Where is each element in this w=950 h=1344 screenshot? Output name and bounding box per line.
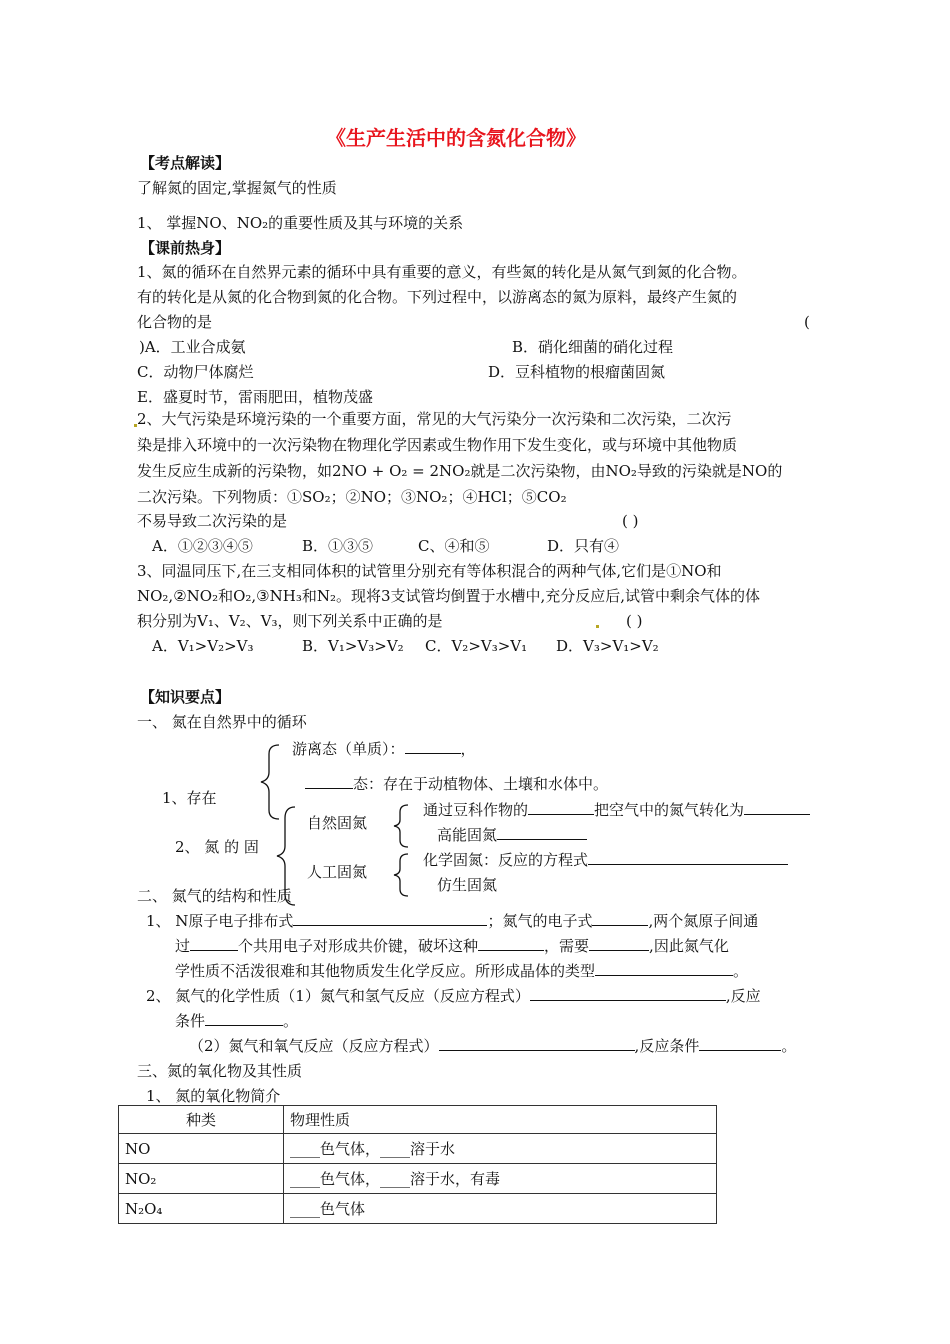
p1-g: ,因此氮气化 [649,937,729,955]
cell-text: 色气体， [320,1170,381,1188]
p1-line [175,936,729,956]
rengong-2: 仿生固氮 [437,876,498,894]
blank-field[interactable] [205,1011,283,1026]
rengong-1: 化学固氮：反应的方程式 [423,851,589,869]
label-rengong: 人工固氮 [307,863,368,881]
blank-field[interactable] [405,739,461,754]
option-b: B．①③⑤ [302,537,374,555]
table-row [119,1134,717,1164]
question-2-line: 二次污染。下列物质：①SO₂；②NO；③NO₂；④HCl；⑤CO₂ [137,488,567,506]
option-c: C、④和⑤ [418,537,490,555]
table-row [119,1164,717,1194]
huahetai-line [305,774,608,794]
p2-line [146,986,761,1006]
table-cell-name: NO₂ [119,1164,284,1194]
blank-field[interactable] [589,936,649,951]
p2-g: 。 [781,1037,797,1055]
section-heading-reshen: 【课前热身】 [140,239,231,257]
p1-f: ，需要 [544,937,590,955]
p2-line [175,1011,298,1031]
youli-line [292,739,476,759]
p2-b: ,反应 [725,987,761,1005]
blank-field[interactable] [439,1036,635,1051]
question-2-line: 发生反应生成新的污染物，如2NO + O₂ = 2NO₂就是二次污染物，由NO₂导致的污染就是NO的 [137,462,783,480]
question-3-line: NO₂,②NO₂和O₂,③NH₃和N₂。现将3支试管均倒置于水槽中,充分反应后,试管中剩余气体的体 [137,587,761,605]
table-cell-name: NO [119,1134,284,1164]
label-ziran: 自然固氮 [307,814,368,832]
page-title: 《生产生活中的含氮化合物》 [326,126,586,150]
marker-dot [596,625,599,628]
blank-field[interactable] [478,936,544,951]
question-1-line: 有的转化是从氮的化合物到氮的化合物。下列过程中，以游离态的氮为原料，最终产生氮的 [137,288,738,306]
p1-i: 。 [733,962,749,980]
subsection-3-1: 1、 氮的氧化物简介 [146,1087,281,1105]
question-2-line: 不易导致二次污染的是 [137,512,288,530]
p1-line [175,961,748,981]
cell-text: 色气体 [320,1200,366,1218]
blank-field[interactable] [528,800,594,815]
option-a: )A．工业合成氨 [139,338,246,356]
p1-a: 1、 N原子电子排布式 [146,912,294,930]
cell-text: 色气体， [320,1140,381,1158]
blank-field[interactable] [497,825,587,840]
table-header: 种类 [119,1106,284,1134]
huahetai-label: 态：存在于动植物体、土壤和水体中。 [353,775,609,793]
option-d: D．豆科植物的根瘤菌固氮 [488,363,666,381]
blank-field[interactable]: ____ [290,1170,320,1188]
table-header-row [119,1106,717,1134]
blank-field[interactable]: ____ [380,1140,411,1158]
table-cell-property [284,1164,717,1194]
blank-field[interactable]: ____ [290,1140,320,1158]
p1-d: 过 [175,937,191,955]
p1-e: 个共用电子对形成共价键，破坏这种 [238,937,479,955]
question-3-line: 积分别为V₁、V₂、V₃，则下列关系中正确的是 [137,612,443,630]
cell-text: 溶于水 [410,1140,456,1158]
youli-label: 游离态（单质）： [292,740,405,758]
blank-field[interactable] [699,1036,781,1051]
option-c: C．动物尸体腐烂 [137,363,254,381]
option-c: C．V₂>V₃>V₁ [425,637,528,655]
question-2-line: 染是排入环境中的一次污染物在物理化学因素或生物作用下发生变化，或与环境中其他物质 [137,436,738,454]
blank-field[interactable] [595,961,733,976]
table-header: 物理性质 [284,1106,717,1134]
p1-c: ,两个氮原子间通 [648,912,759,930]
p2-c: 条件 [175,1012,206,1030]
label-cunzai: 1、存在 [162,789,217,807]
oxides-table [118,1105,717,1224]
blank-field[interactable]: ____ [380,1170,411,1188]
blank-field[interactable] [293,911,487,926]
youli-end: ， [460,740,476,758]
ziran-1-b: 把空气中的氮气转化为 [594,801,745,819]
p2-f: ,反应条件 [634,1037,700,1055]
text-line: 了解氮的固定,掌握氮气的性质 [137,179,337,197]
answer-paren: ( ) [622,512,639,530]
table-cell-property [284,1194,717,1224]
ziran-2-line [437,825,587,845]
blank-field[interactable] [588,850,788,865]
answer-paren: ( [804,313,810,331]
ziran-1-line [423,800,810,820]
option-d: D．只有④ [547,537,620,555]
p2-line [189,1036,796,1056]
question-1-line: 化合物的是 [137,313,213,331]
p1-b: ；氮气的电子式 [487,912,593,930]
question-2-line: 2、大气污染是环境污染的一个重要方面，常见的大气污染分一次污染和二次污染，二次污 [137,410,732,428]
section-heading-zhishi: 【知识要点】 [140,688,231,706]
section-heading-kaodian: 【考点解读】 [140,154,231,172]
table-cell-property [284,1134,717,1164]
blank-field[interactable] [190,936,238,951]
option-b: B．V₁>V₃>V₂ [302,637,404,655]
ziran-1-a: 通过豆科作物的 [423,801,529,819]
blank-field[interactable] [305,774,353,789]
p2-e: （2）氮气和氧气反应（反应方程式） [189,1037,439,1055]
p2-d: 。 [283,1012,299,1030]
p2-a: 2、 氮气的化学性质（1）氮气和氢气反应（反应方程式） [146,987,530,1005]
blank-field[interactable] [592,911,648,926]
brace-rengong [390,851,416,899]
p1-line [146,911,758,931]
table-row [119,1194,717,1224]
subsection-2: 二、 氮气的结构和性质 [137,887,292,905]
ziran-2: 高能固氮 [437,826,498,844]
subsection-3: 三、氮的氧化物及其性质 [137,1062,303,1080]
option-e: E．盛夏时节，雷雨肥田，植物茂盛 [137,388,373,406]
option-a: A．V₁>V₂>V₃ [152,637,254,655]
option-b: B．硝化细菌的硝化过程 [512,338,674,356]
cell-text: 溶于水，有毒 [410,1170,501,1188]
blank-field[interactable]: ____ [290,1200,320,1218]
brace-ziran [390,802,416,850]
text-line: 1、 掌握NO、NO₂的重要性质及其与环境的关系 [137,214,464,232]
rengong-1-line [423,850,788,870]
question-1-line: 1、氮的循环在自然界元素的循环中具有重要的意义，有些氮的转化是从氮气到氮的化合物。 [137,263,747,281]
label-guding: 2、 氮 的 固 [175,838,259,856]
subsection-1: 一、 氮在自然界中的循环 [137,713,307,731]
option-d: D．V₃>V₁>V₂ [556,637,659,655]
blank-field[interactable] [744,800,810,815]
answer-paren: ( ) [626,612,643,630]
p1-h: 学性质不活泼很难和其他物质发生化学反应。所形成晶体的类型 [175,962,596,980]
question-3-line: 3、同温同压下,在三支相同体积的试管里分别充有等体积混合的两种气体,它们是①NO和 [137,562,722,580]
table-cell-name: N₂O₄ [119,1194,284,1224]
option-a: A．①②③④⑤ [152,537,253,555]
blank-field[interactable] [530,986,726,1001]
